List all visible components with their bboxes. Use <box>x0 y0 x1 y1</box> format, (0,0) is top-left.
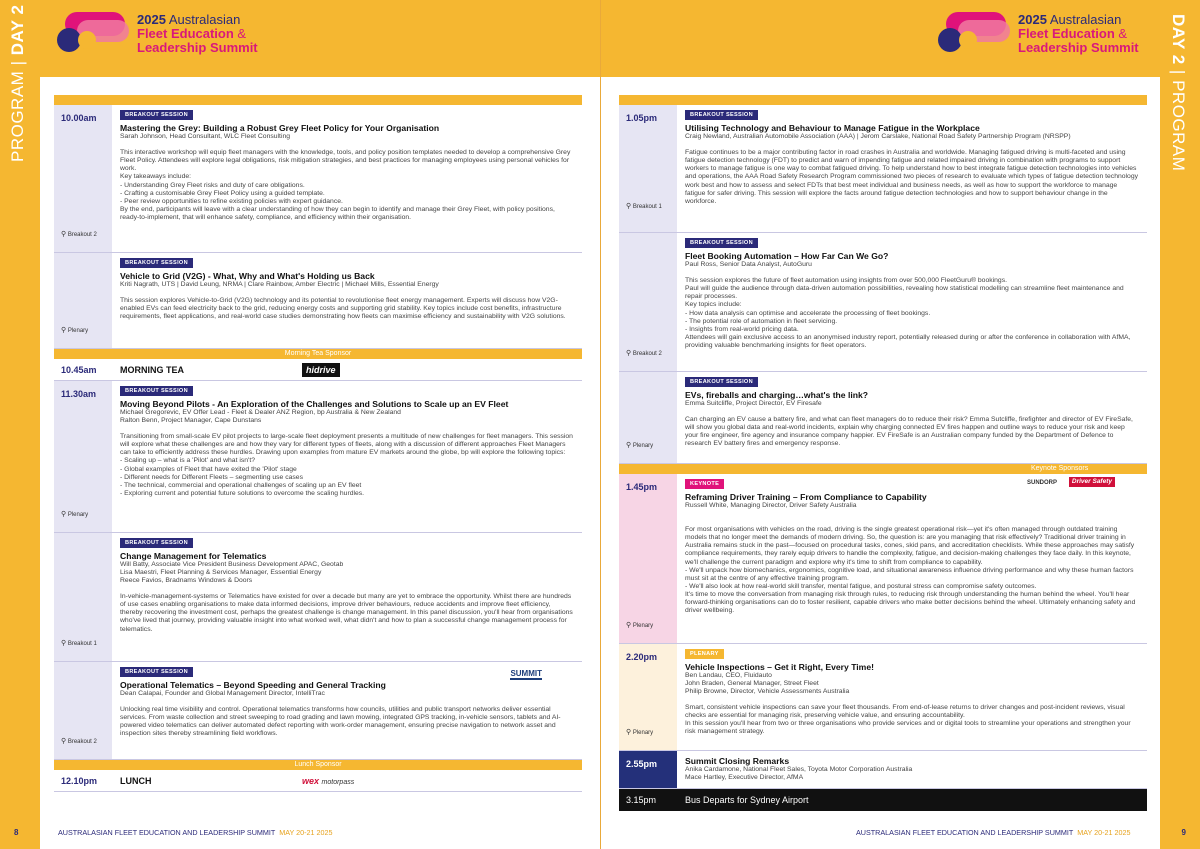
page-number: 9 <box>1181 828 1186 837</box>
map-pin-icon: ⚲ <box>626 442 632 449</box>
map-pin-icon: ⚲ <box>61 231 67 238</box>
page-number: 8 <box>14 828 19 837</box>
left-page: PROGRAM | DAY 2 2025 Australasian Fleet Education & Leadership Summit 10.00am ⚲ Breakout 2 BREAKOUT SESSION Mastering the Grey: Building a Robust Grey Fleet Policy for Your Organisation Sarah Johnson, Head Consultant, WLC Fleet Consulting This interactive workshop will equip fleet managers with the knowledge, tools, and policy position templates needed to develop a comprehensive Grey Fleet Policy. Attendees will explore legal obligations, risk mitigation strategies, and best practices for managing employees using personal vehicles for work. Key takeaways include: - Understanding Grey Fleet risks and duty of care obligations. - Crafting a customisable Grey Fleet Policy using a guided template. - Peer review opportunities to refine existing policies with expert guidance. By the end, participants will leave with a clear understanding of how they can begin to identify and manage their Grey Fleet, with policy positions, ready-to-implement, that will enhance safety, compliance, and efficiency within their organisation. ⚲ Plenary BREAKOUT SESSION Vehicle to Grid (V2G) - What, Why and What's Holding us Back Kriti Nagrath, UTS | David Leung, NRMA | Clare Rainbow, Amber Electric | Michael Mills, Essential Energy This session explores Vehicle-to-Grid (V2G) technology and its potential to revolutionise fleet energy management. Experts will discuss how V2G-enabled EVs can feed electricity back to the grid, reducing energy costs and supporting grid stability. Key topics include cost benefits, infrastructure requirements, fleet applications, and real-world case studies demonstrating how fleets can maximise efficiency and sustainability with V2G solutions. Morning Tea Sponsor 10.45am MORNING TEA hidrive 11.30am ⚲ Plenary BREAKOUT SESSION Moving Beyond Pilots - An Exploration of the Challenges and Solutions to Scale up an EV Fleet Michael Gregorevic, EV Offer Lead - Fleet & Dealer ANZ Region, bp Australia & New Zealand Ralton Benn, Project Manager, Cape Dunstans Transitioning from small-scale EV pilot projects to large-scale fleet deployment presents a multitude of new challenges for fleet managers. This session will explore what these challenges are and how they vary for different types of fleets, along with a discussion of different approaches Fleet Managers can take to efficiently address these hurdles. Drawing upon examples from mature EV markets around the globe, bp will explore the following topics: - Scaling up – what is a 'Pilot' and what isn't? - Global examples of Fleet that have exited the 'Pilot' stage - Different needs for Different Fleets – segmenting use cases - The technical, commercial and operational challenges of scaling up an EV fleet - Exploring current and potential future solutions to overcome the scaling hurdles. ⚲ Breakout 1 BREAKOUT SESSION Change Management for Telematics Will Batty, Associate Vice President Business Development APAC, Geotab Lisa Maestri, Fleet Planning & Services Manager, Essential Energy Reece Favios, Bradnams Windows & Doors In-vehicle-management-systems or Telematics have existed for over a decade but many are yet to embrace the opportunity. Whilst there are hundreds of use cases enabling organisations to make data informed decisions, improve driver behaviours, reduce accidents and improve fleet efficiency, thereby recovering the investment cost, perhaps the greatest challenge is change management. In this panel discussion, you'll hear from organisations who've lived that journey, providing valuable insight into what worked well, what didn't and how to plan a successful change management process for telematics. ⚲ Breakout 2 BREAKOUT SESSION Operational Telematics – Beyond Speeding and General Tracking Dean Calapai, Founder and Global Management Director, IntelliTrac Unlocking real time visibility and control. Operational telematics transforms how councils, utilities and public transport networks deliver essential services. From waste collection and street sweeping to road grading and lawn mowing, integrated GPS tracking, in-vehicle sensors, tablets and AI-powered video telematics can deliver automated defect reporting with work-order management, ensuring precise navigation to network asset and inspection sites thereby streamlining field workflows. SUMMIT Lunch Sponsor 12.10pm LUNCH wex motorpass 8 AUSTRALASIAN FLEET EDUCATION AND LEADERSHIP SUMMIT MAY 20-21 2025 <box>0 0 600 849</box>
footer: AUSTRALASIAN FLEET EDUCATION AND LEADERSHIP SUMMIT MAY 20-21 2025 <box>58 828 333 837</box>
session-row: ⚲ Plenary BREAKOUT SESSION Vehicle to Grid (V2G) - What, Why and What's Holding us Back Kriti Nagrath, UTS | David Leung, NRMA | Clare Rainbow, Amber Electric | Michael Mills, Essential Energy This session explores Vehicle-to-Grid (V2G) technology and its potential to revolutionise fleet energy management. Experts will discuss how V2G-enabled EVs can feed electricity back to the grid, reducing energy costs and supporting grid stability. Key topics include cost benefits, infrastructure requirements, fleet applications, and real-world case studies demonstrating how fleets can maximise efficiency and sustainability with V2G solutions. <box>54 253 582 349</box>
side-label: PROGRAM | DAY 2 <box>8 4 27 162</box>
lunch-row: 12.10pm LUNCH wex motorpass <box>54 770 582 792</box>
map-pin-icon: ⚲ <box>626 729 632 736</box>
summit-sponsor-logo: SUMMIT <box>510 670 542 680</box>
program-table-left <box>54 95 582 792</box>
map-pin-icon: ⚲ <box>61 640 67 647</box>
session-row: 1.05pm ⚲ Breakout 1 BREAKOUT SESSION Utilising Technology and Behaviour to Manage Fatigue in the Workplace Craig Newland, Australian Automobile Association (AAA) | Jerom Carslake, National Road Safety Partnership Program (NRSPP) Fatigue continues to be a major contributing factor in road crashes in Australia and worldwide. Managing fatigued driving is multi-faceted and using fatigue detection technology (FDT) to predict and warn of impending fatigue and related impaired driving in combination with programs to support workers to manage fatigue is one way to combat fatigued driving. To help understand how to best integrate fatigue detection technologies into vehicles and operations, the AAA Road Safety Research Program commissioned two pieces of research to evaluate which types of fatigue detection technology work best and how to assess and select FDTs that best meet individual and business needs, as well as how to support the workforce to manage fatigue for safer driving. This session will explore the facts around fatigue detection technologies and how to support behaviour change in the workforce. <box>619 105 1147 233</box>
session-row: ⚲ Breakout 2 BREAKOUT SESSION Operational Telematics – Beyond Speeding and General Tracking Dean Calapai, Founder and Global Management Director, IntelliTrac Unlocking real time visibility and control. Operational telematics transforms how councils, utilities and public transport networks deliver essential services. From waste collection and street sweeping to road grading and lawn mowing, integrated GPS tracking, in-vehicle sensors, tablets and AI-powered video telematics can deliver automated defect reporting with work-order management, ensuring precise navigation to network asset and inspection sites thereby streamlining field workflows. SUMMIT <box>54 662 582 760</box>
lunch-sponsor-bar: Lunch Sponsor <box>54 760 582 770</box>
map-pin-icon: ⚲ <box>61 511 67 518</box>
session-row: ⚲ Breakout 2 BREAKOUT SESSION Fleet Booking Automation – How Far Can We Go? Paul Ross, Senior Data Analyst, AutoGuru This session explores the future of fleet automation using insights from over 500,000 FleetGuru® bookings. Paul will guide the audience through data-driven automation possibilities, revealing how statistical modelling can streamline fleet maintenance and repair processes. Key topics include: - How data analysis can optimise and accelerate the processing of fleet bookings. - The potential role of automation in fleet servicing. - Insights from real-world pricing data. Attendees will gain exclusive access to an anonymised industry report, potentially released during or after the conference in collaboration with AfMA, providing valuable benchmarking insights for fleet operators. <box>619 233 1147 372</box>
driver-safety-logo: Driver Safety <box>1069 477 1115 487</box>
map-pin-icon: ⚲ <box>626 203 632 210</box>
logo-mark-icon <box>936 10 1014 56</box>
closing-row: 2.55pm Summit Closing Remarks Anika Cardamone, National Fleet Sales, Toyota Motor Corporation Australia Mace Hartley, Executive Director, AfMA <box>619 751 1147 789</box>
morning-tea-row: 10.45am MORNING TEA hidrive <box>54 359 582 381</box>
map-pin-icon: ⚲ <box>626 622 632 629</box>
map-pin-icon: ⚲ <box>61 738 67 745</box>
session-row: 10.00am ⚲ Breakout 2 BREAKOUT SESSION Mastering the Grey: Building a Robust Grey Fleet Policy for Your Organisation Sarah Johnson, Head Consultant, WLC Fleet Consulting This interactive workshop will equip fleet managers with the knowledge, tools, and policy position templates needed to develop a comprehensive Grey Fleet Policy. Attendees will explore legal obligations, risk mitigation strategies, and best practices for managing employees using personal vehicles for work. Key takeaways include: - Understanding Grey Fleet risks and duty of care obligations. - Crafting a customisable Grey Fleet Policy using a guided template. - Peer review opportunities to refine existing policies with expert guidance. By the end, participants will leave with a clear understanding of how they can begin to identify and manage their Grey Fleet, with policy positions, ready-to-implement, that will enhance safety, compliance, and efficiency within their organisation. <box>54 105 582 253</box>
side-label: DAY 2 | PROGRAM <box>1169 14 1188 172</box>
program-table-right <box>619 95 1147 811</box>
morning-tea-sponsor-bar: Morning Tea Sponsor <box>54 349 582 359</box>
hidrive-logo: hidrive <box>302 363 340 377</box>
wex-logo: wex motorpass <box>302 775 355 786</box>
keynote-sponsor-bar: Keynote Sponsors <box>619 464 1147 474</box>
keynote-row: 1.45pm ⚲ Plenary KEYNOTE Reframing Driver Training – From Compliance to Capability Russell White, Managing Director, Driver Safety Australia SUNDORP Driver Safety For most organisations with vehicles on the road, driving is the single greatest operational risk—yet it's often managed through outdated training models that no longer meet the demands of modern driving. So, the question is: are you managing that risk effectively? Traditional driver training in Australia remains stuck in the past—focused on procedural tasks, cones, skid pans, and accreditation checklists. While these approaches may satisfy compliance requirements, they rarely equip drivers to handle the complexity, fatigue, and decision-making challenges they face daily. In this keynote, we'll challenge the current paradigm and explore why it's time to shift from compliance to capability. - We'll unpack how biomechanics, ergonomics, cognitive load, and situational awareness influence driving performance and why these human factors must sit at the centre of any effective training program. - We'll also look at how real-world skill transfer, mental fatigue, and postural stress can compromise safety outcomes. It's time to move the conversation from managing risk through rules, to reducing risk through understanding the human behind the wheel. You'll hear forward-thinking organisations can do to foster resilient, capable drivers who make better decisions behind the wheel. Ultimately enhancing safety and driver wellbeing. <box>619 474 1147 644</box>
session-row: ⚲ Breakout 1 BREAKOUT SESSION Change Management for Telematics Will Batty, Associate Vice President Business Development APAC, Geotab Lisa Maestri, Fleet Planning & Services Manager, Essential Energy Reece Favios, Bradnams Windows & Doors In-vehicle-management-systems or Telematics have existed for over a decade but many are yet to embrace the opportunity. Whilst there are hundreds of use cases enabling organisations to make data informed decisions, improve driver behaviours, reduce accidents and improve fleet efficiency, thereby recovering the investment cost, perhaps the greatest challenge is change management. In this panel discussion, you'll hear from organisations who've lived that journey, providing valuable insight into what worked well, what didn't and how to plan a successful change management process for telematics. <box>54 533 582 662</box>
right-page: 2025 Australasian Fleet Education & Leadership Summit DAY 2 | PROGRAM 1.05pm ⚲ Breakout 1 BREAKOUT SESSION Utilising Technology and Behaviour to Manage Fatigue in the Workplace Craig Newland, Australian Automobile Association (AAA) | Jerom Carslake, National Road Safety Partnership Program (NRSPP) Fatigue continues to be a major contributing factor in road crashes in Australia and worldwide. Managing fatigued driving is multi-faceted and using fatigue detection technology (FDT) to predict and warn of impending fatigue and related impaired driving in combination with programs to support workers to manage fatigue is one way to combat fatigued driving. To help understand how to best integrate fatigue detection technologies into vehicles and operations, the AAA Road Safety Research Program commissioned two pieces of research to evaluate which types of fatigue detection technology work best and how to assess and select FDTs that best meet individual and business needs, as well as how to support the workforce to manage fatigue for safer driving. This session will explore the facts around fatigue detection technologies and how to support behaviour change in the workforce. ⚲ Breakout 2 BREAKOUT SESSION Fleet Booking Automation – How Far Can We Go? Paul Ross, Senior Data Analyst, AutoGuru This session explores the future of fleet automation using insights from over 500,000 FleetGuru® bookings. Paul will guide the audience through data-driven automation possibilities, revealing how statistical modelling can streamline fleet maintenance and repair processes. Key topics include: - How data analysis can optimise and accelerate the processing of fleet bookings. - The potential role of automation in fleet servicing. - Insights from real-world pricing data. Attendees will gain exclusive access to an anonymised industry report, potentially released during or after the conference in collaboration with AfMA, providing valuable benchmarking insights for fleet operators. ⚲ Plenary BREAKOUT SESSION EVs, fireballs and charging…what's the link? Emma Suitcliffe, Project Director, EV Firesafe Can charging an EV cause a battery fire, and what can fleet managers do to reduce their risk? Emma Sutcliffe, firefighter and director of EV FireSafe, will show you global data and real-world incidents, explain why charging connected EV fires happen and outline ways to reduce your risk and keep your fire engineer, fire agency and insurance company happier. EV FireSafe is an Australian company funded by the Department of Defence to research EV battery fires and emergency response. Keynote Sponsors 1.45pm ⚲ Plenary KEYNOTE Reframing Driver Training – From Compliance to Capability Russell White, Managing Director, Driver Safety Australia SUNDORP Driver Safety For most organisations with vehicles on the road, driving is the single greatest operational risk—yet it's often managed through outdated training models that no longer meet the demands of modern driving. So, the question is: are you managing that risk effectively? Traditional driver training in Australia remains stuck in the past—focused on procedural tasks, cones, skid pans, and accreditation checklists. While these approaches may satisfy compliance requirements, they rarely equip drivers to handle the complexity, fatigue, and decision-making challenges they face daily. In this keynote, we'll challenge the current paradigm and explore why it's time to shift from compliance to capability. - We'll unpack how biomechanics, ergonomics, cognitive load, and situational awareness influence driving performance and why these human factors must sit at the centre of any effective training program. - We'll also look at how real-world skill transfer, mental fatigue, and postural stress can compromise safety outcomes. It's time to move the conversation from managing risk through rules, to reducing risk through understanding the human behind the wheel. You'll hear forward-thinking organisations can do to foster resilient, capable drivers who make better decisions behind the wheel. Ultimately enhancing safety and driver wellbeing. 2.20pm ⚲ Plenary PLENARY Vehicle Inspections – Get it Right, Every Time! Ben Landau, CEO, Fluidauto John Braden, General Manager, Street Fleet Philip Browne, Director, Vehicle Assessments Australia Smart, consistent vehicle inspections can save your fleet thousands. From end-of-lease returns to driver changes and post-incident reviews, visual checks are essential for managing risk, preserving vehicle value, and ensuring accountability. In this session you'll hear from two or three organisations who provide services and or digital tools to streamline your operations and strengthen your risk management strategy. 2.55pm Summit Closing Remarks Anika Cardamone, National Fleet Sales, Toyota Motor Corporation Australia Mace Hartley, Executive Director, AfMA 3.15pm Bus Departs for Sydney Airport AUSTRALASIAN FLEET EDUCATION AND LEADERSHIP SUMMIT MAY 20-21 2025 9 <box>600 0 1200 849</box>
sundorp-logo: SUNDORP <box>1026 480 1057 486</box>
plenary-row: 2.20pm ⚲ Plenary PLENARY Vehicle Inspections – Get it Right, Every Time! Ben Landau, CEO, Fluidauto John Braden, General Manager, Street Fleet Philip Browne, Director, Vehicle Assessments Australia Smart, consistent vehicle inspections can save your fleet thousands. From end-of-lease returns to driver changes and post-incident reviews, visual checks are essential for managing risk, preserving vehicle value, and ensuring accountability. In this session you'll hear from two or three organisations who provide services and or digital tools to streamline your operations and strengthen your risk management strategy. <box>619 644 1147 751</box>
map-pin-icon: ⚲ <box>61 327 67 334</box>
session-row: ⚲ Plenary BREAKOUT SESSION EVs, fireballs and charging…what's the link? Emma Suitcliffe, Project Director, EV Firesafe Can charging an EV cause a battery fire, and what can fleet managers do to reduce their risk? Emma Sutcliffe, firefighter and director of EV FireSafe, will show you global data and real-world incidents, explain why charging connected EV fires happen and outline ways to reduce your risk and keep your fire engineer, fire agency and insurance company happier. EV FireSafe is an Australian company funded by the Department of Defence to research EV battery fires and emergency response. <box>619 372 1147 464</box>
map-pin-icon: ⚲ <box>626 350 632 357</box>
footer: AUSTRALASIAN FLEET EDUCATION AND LEADERSHIP SUMMIT MAY 20-21 2025 <box>856 828 1131 837</box>
bus-row: 3.15pm Bus Departs for Sydney Airport <box>619 789 1147 811</box>
session-row: 11.30am ⚲ Plenary BREAKOUT SESSION Moving Beyond Pilots - An Exploration of the Challenges and Solutions to Scale up an EV Fleet Michael Gregorevic, EV Offer Lead - Fleet & Dealer ANZ Region, bp Australia & New Zealand Ralton Benn, Project Manager, Cape Dunstans Transitioning from small-scale EV pilot projects to large-scale fleet deployment presents a multitude of new challenges for fleet managers. This session will explore what these challenges are and how they vary for different types of fleets, along with a discussion of different approaches Fleet Managers can take to efficiently address these hurdles. Drawing upon examples from mature EV markets around the globe, bp will explore the following topics: - Scaling up – what is a 'Pilot' and what isn't? - Global examples of Fleet that have exited the 'Pilot' stage - Different needs for Different Fleets – segmenting use cases - The technical, commercial and operational challenges of scaling up an EV fleet - Exploring current and potential future solutions to overcome the scaling hurdles. <box>54 381 582 533</box>
logo-mark-icon <box>55 10 133 56</box>
